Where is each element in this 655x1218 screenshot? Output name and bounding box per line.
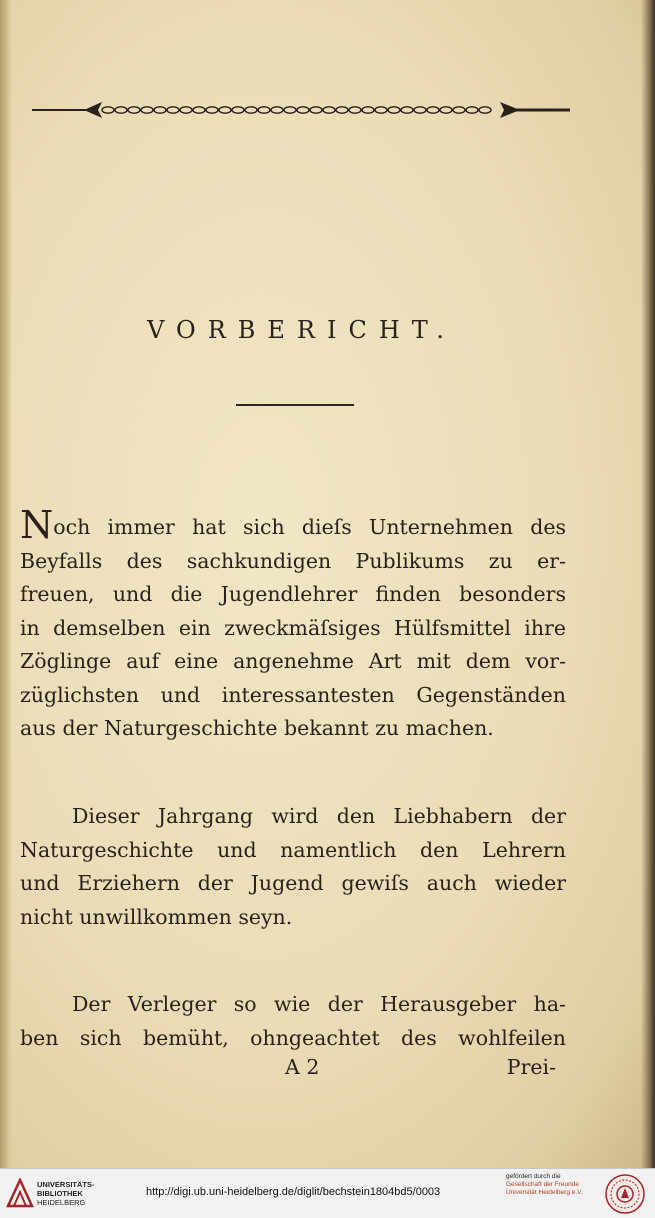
ornament-link [375,107,387,113]
ornament-link [349,107,361,113]
paragraph-line: Zöglinge auf eine angenehme Art mit dem vor- [20,649,566,673]
paragraph-1 [20,503,566,746]
ornament-link [297,107,309,113]
ornament-link [310,107,322,113]
drop-capital: N [20,503,54,547]
ornament-link [180,107,192,113]
ornament-link [102,107,114,113]
ornament-link [362,107,374,113]
page-edge-shadow [641,0,655,1168]
library-name-line: BIBLIOTHEK [37,1189,83,1198]
ornament-link [414,107,426,113]
ornament-link [258,107,270,113]
ornament-link [336,107,348,113]
catchword: Prei- [506,1055,556,1079]
ornament-link [167,107,179,113]
sponsor-credit[interactable] [506,1173,583,1197]
ornament-link [271,107,283,113]
paragraph-line: ben sich bemüht, ohngeachtet des wohlfeilen [20,1025,566,1050]
sponsor-line: Gesellschaft der Freunde [506,1181,579,1188]
sponsor-line: Universität Heidelberg e.V. [506,1189,583,1196]
paragraph-line: aus der Naturgeschichte bekannt zu machen. [20,716,494,740]
title-underline [236,404,354,406]
line-text: och immer hat sich dieſs Unternehmen des [53,515,566,539]
ornament-link [479,107,491,113]
ornament-link [427,107,439,113]
ornament-link [323,107,335,113]
ornamental-rule [32,98,572,122]
ornament-link [206,107,218,113]
ornament-link [466,107,478,113]
page-title: VORBERICHT. [147,316,456,344]
ornament-link [232,107,244,113]
ornament-link [388,107,400,113]
library-name-line: HEIDELBERG [37,1198,86,1207]
sponsor-line: gefördert durch die [506,1173,561,1180]
paragraph-line: Dieser Jahrgang wird den Liebhabern der [72,804,566,828]
paragraph-2 [20,800,566,934]
paragraph-line: Beyfalls des sachkundigen Publikums zu er- [20,548,566,573]
viewer-footer [0,1168,655,1218]
page-spine-shadow [0,0,12,1168]
paragraph-line: und Erziehern der Jugend gewiſs auch wieder [20,871,566,895]
ornament-link [115,107,127,113]
paragraph-line: in demselben ein zweckmäſsiges Hülfsmittel ihre [20,615,566,640]
ornament-link [453,107,465,113]
library-name[interactable] [37,1180,95,1207]
ornament-link [154,107,166,113]
ornament-link [141,107,153,113]
ornament-link [401,107,413,113]
paragraph-line: züglichsten und interessantesten Gegenständen [20,682,566,707]
paragraph-line: Naturgeschichte und namentlich den Lehrern [20,837,566,862]
ornament-link [219,107,231,113]
ornament-link [128,107,140,113]
paragraph-line: freuen, und die Jugendlehrer finden besonders [20,582,566,606]
ornament-link [245,107,257,113]
signature-mark: A 2 [285,1055,320,1079]
paragraph-line: Der Verleger so wie der Herausgeber ha- [72,992,566,1016]
ornament-link [284,107,296,113]
paragraph-line [20,503,566,547]
university-library-logo-icon[interactable] [6,1178,34,1208]
university-seal-icon[interactable] [604,1173,646,1215]
paragraph-3 [20,988,566,1055]
ornament-link [193,107,205,113]
paragraph-line: nicht unwillkommen seyn. [20,904,293,929]
permalink-url[interactable]: http://digi.ub.uni-heidelberg.de/diglit/bechstein1804bd5/0003 [146,1186,441,1198]
ornament-link [440,107,452,113]
library-name-line: UNIVERSITÄTS- [37,1180,95,1189]
